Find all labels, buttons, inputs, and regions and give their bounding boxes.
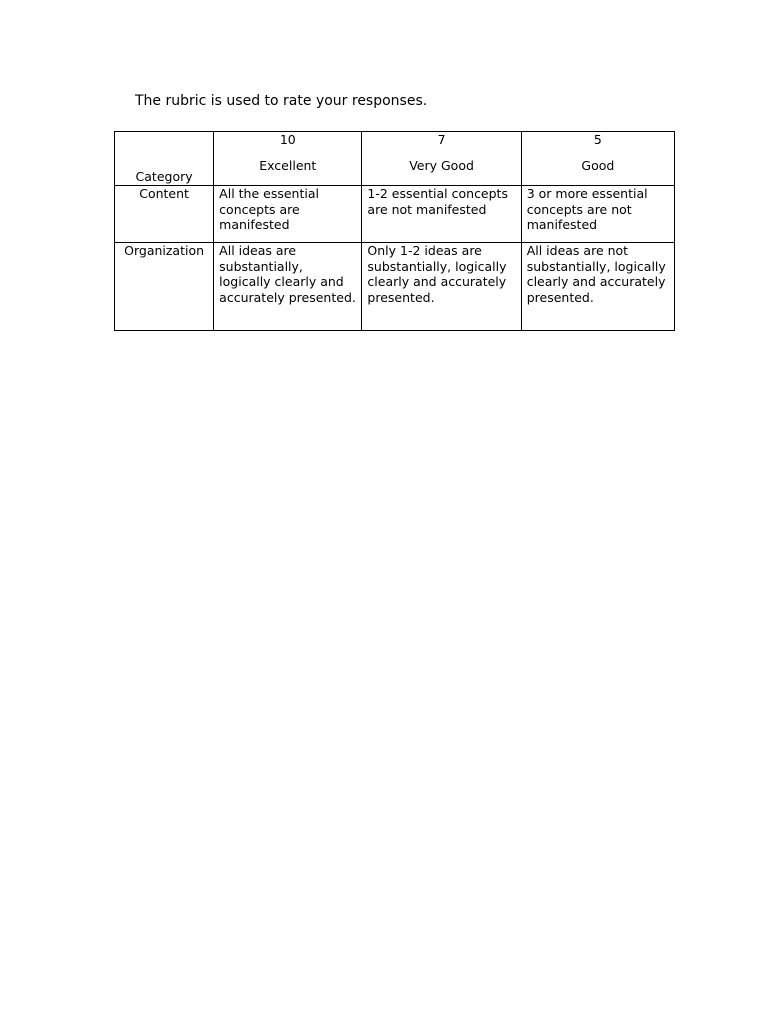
level-score: 10 — [279, 132, 296, 147]
category-header: Category — [115, 132, 214, 186]
criteria-cell: 1-2 essential concepts are not manifested — [362, 186, 521, 243]
category-cell: Content — [115, 186, 214, 243]
level-score: 5 — [593, 132, 602, 147]
intro-text: The rubric is used to rate your responses. — [135, 93, 428, 109]
criteria-cell: 3 or more essential concepts are not manifested — [521, 186, 674, 243]
criteria-cell: All ideas are substantially, logically clearly and accurately presented. — [214, 243, 362, 331]
criteria-cell: All ideas are not substantially, logically clearly and accurately presented. — [521, 243, 674, 331]
table-row-content — [115, 186, 675, 243]
level-label: Very Good — [409, 158, 474, 173]
level-header-very-good — [362, 132, 521, 186]
level-score: 7 — [437, 132, 446, 147]
level-label: Excellent — [259, 158, 317, 173]
level-header-excellent — [214, 132, 362, 186]
table-row-organization — [115, 243, 675, 331]
rubric-table — [114, 131, 675, 331]
criteria-cell: Only 1-2 ideas are substantially, logically clearly and accurately presented. — [362, 243, 521, 331]
level-header-good — [521, 132, 674, 186]
level-label: Good — [581, 158, 615, 173]
rubric-header-row — [115, 132, 675, 186]
category-cell: Organization — [115, 243, 214, 331]
criteria-cell: All the essential concepts are manifested — [214, 186, 362, 243]
